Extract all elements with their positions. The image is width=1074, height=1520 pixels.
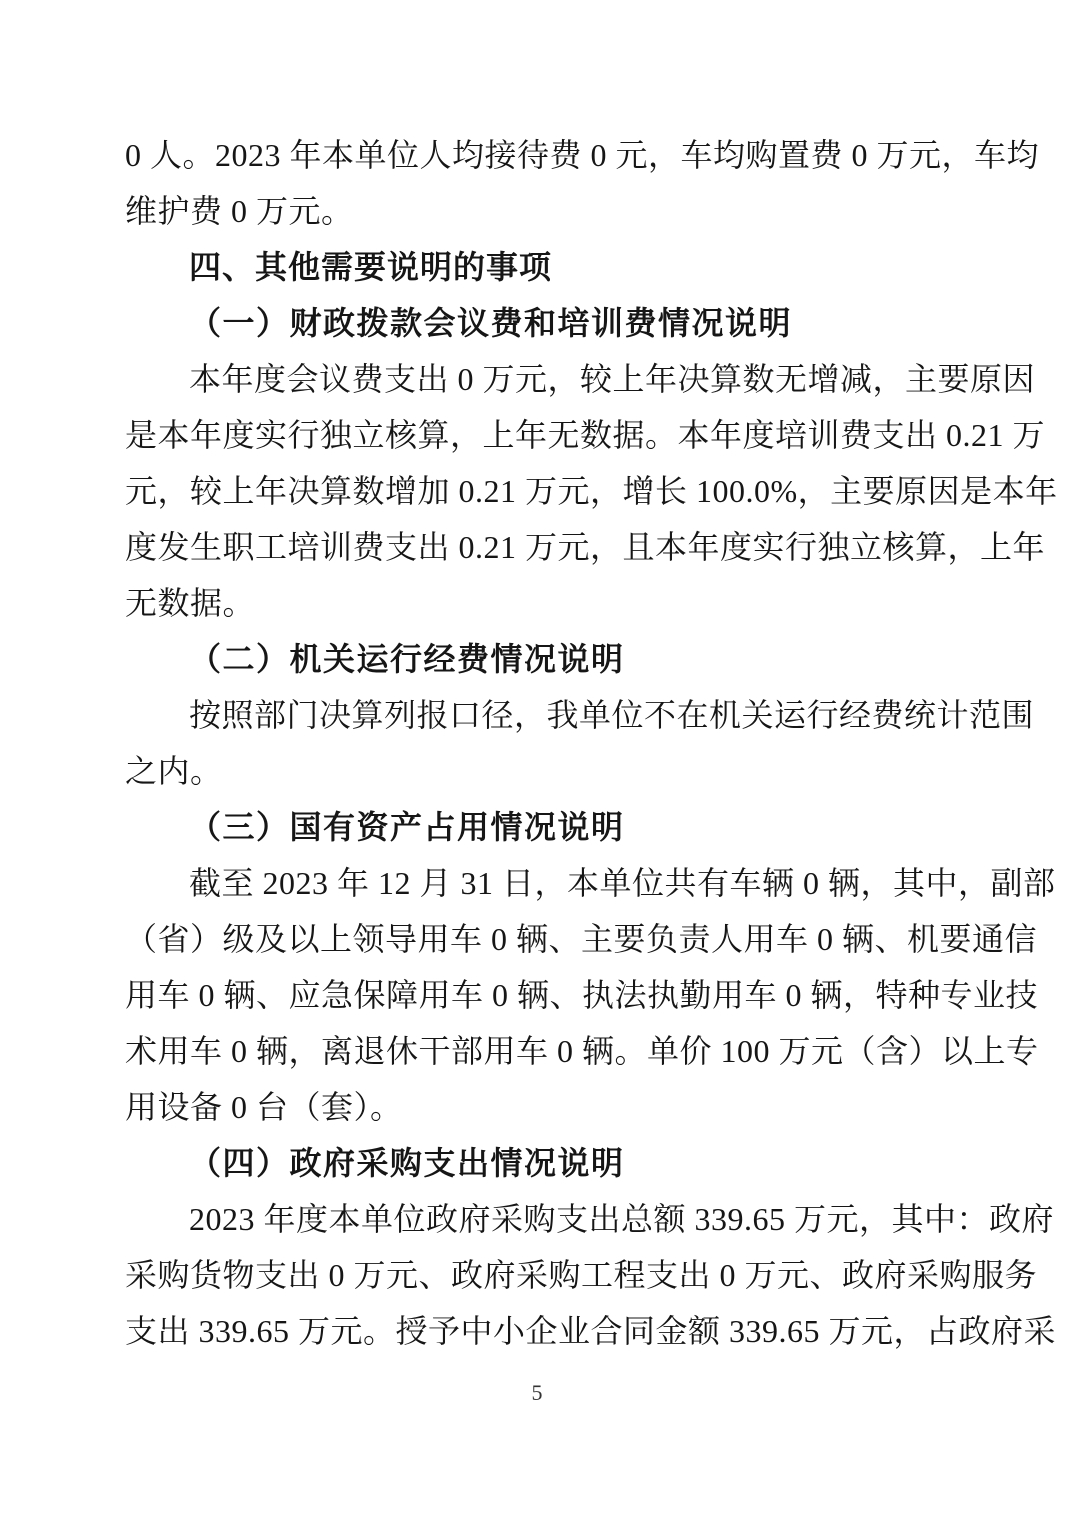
body-line: 度发生职工培训费支出 0.21 万元，且本年度实行独立核算，上年 (125, 529, 1046, 565)
body-line: （省）级及以上领导用车 0 辆、主要负责人用车 0 辆、机要通信 (125, 921, 1038, 957)
body-line: 是本年度实行独立核算，上年无数据。本年度培训费支出 0.21 万 (125, 417, 1046, 453)
body-line: 用设备 0 台（套）。 (125, 1089, 403, 1125)
body-line: 之内。 (125, 753, 223, 789)
document-body (125, 127, 1058, 1359)
body-line: 术用车 0 辆，离退休干部用车 0 辆。单价 100 万元（含）以上专 (125, 1033, 1039, 1069)
subsection-heading: （四）政府采购支出情况说明 (189, 1145, 625, 1181)
body-line: 2023 年度本单位政府采购支出总额 339.65 万元，其中：政府 (189, 1201, 1055, 1237)
body-line: 支出 339.65 万元。授予中小企业合同金额 339.65 万元，占政府采 (125, 1313, 1057, 1349)
body-line: 用车 0 辆、应急保障用车 0 辆、执法执勤用车 0 辆，特种专业技 (125, 977, 1039, 1013)
section-heading: 四、其他需要说明的事项 (189, 249, 553, 285)
subsection-heading: （一）财政拨款会议费和培训费情况说明 (189, 305, 793, 341)
body-line: 元，较上年决算数增加 0.21 万元，增长 100.0%，主要原因是本年 (125, 473, 1058, 509)
body-line: 按照部门决算列报口径，我单位不在机关运行经费统计范围 (189, 697, 1035, 733)
body-line: 维护费 0 万元。 (125, 193, 354, 229)
body-line: 0 人。2023 年本单位人均接待费 0 元，车均购置费 0 万元，车均 (125, 137, 1040, 173)
subsection-heading: （二）机关运行经费情况说明 (189, 641, 625, 677)
body-line: 截至 2023 年 12 月 31 日，本单位共有车辆 0 辆，其中，副部 (189, 865, 1056, 901)
page-number: 5 (531, 1380, 543, 1405)
subsection-heading: （三）国有资产占用情况说明 (189, 809, 625, 845)
body-line: 本年度会议费支出 0 万元，较上年决算数无增减，主要原因 (189, 361, 1036, 397)
body-line: 采购货物支出 0 万元、政府采购工程支出 0 万元、政府采购服务 (125, 1257, 1038, 1293)
body-line: 无数据。 (125, 585, 256, 621)
